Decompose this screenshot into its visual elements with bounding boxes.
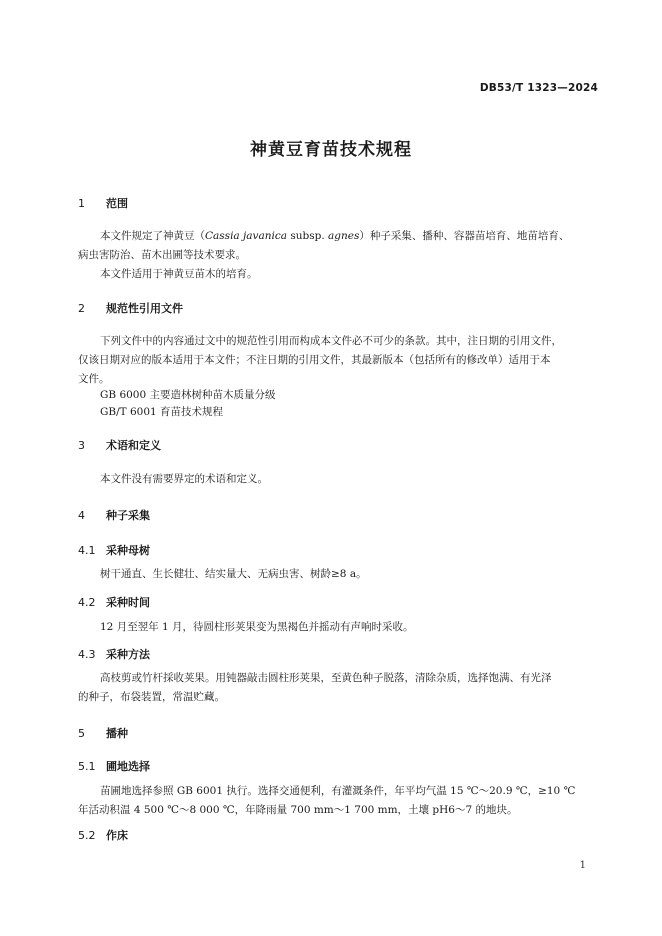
subsection-number: 5.1: [78, 760, 96, 773]
paragraph-references-line1: 下列文件中的内容通过文中的规范性引用而构成本文件必不可少的条款。其中，注日期的引用文件，: [100, 335, 562, 347]
section-title: 种子采集: [106, 509, 150, 522]
section-number: 2: [78, 302, 85, 315]
section-number: 3: [78, 439, 85, 452]
subsection-number: 4.2: [78, 596, 96, 609]
subsection-number: 4.3: [78, 648, 96, 661]
subsection-title: 作床: [106, 829, 128, 842]
paragraph-collection-method-line1: 高枝剪或竹杆採收荚果。用钝器敲击圆柱形荚果，至黄色种子脱落，清除杂质，选择饱满、有光泽: [100, 672, 552, 684]
paragraph-scope-line1: 本文件规定了神黄豆（Cassia javanica subsp. agnes）种子采集、播种、容器苗培育、地苗培育、: [100, 230, 570, 242]
paragraph-collection-time: 12 月至翌年 1 月，待圆柱形荚果变为黑褐色并摇动有声响时采收。: [100, 621, 414, 633]
reference-gb6000: GB 6000 主要造林树种苗木质量分级: [100, 389, 276, 401]
latin-genus-species: Cassia javanica: [205, 230, 287, 242]
subsection-title: 采种方法: [106, 648, 150, 661]
subsection-title: 采种母树: [106, 544, 150, 557]
section-heading-3: [78, 437, 161, 453]
section-heading-1: [78, 195, 128, 211]
section-heading-4: [78, 507, 150, 523]
section-heading-5: [78, 725, 128, 741]
paragraph-collection-method-line2: 的种子，布袋装置，常温贮藏。: [78, 691, 225, 703]
latin-variety: agnes: [328, 230, 360, 242]
section-title: 范围: [106, 197, 128, 210]
subsection-heading-5-2: [78, 827, 128, 843]
section-number: 1: [78, 197, 85, 210]
paragraph-scope-line2: 病虫害防治、苗木出圃等技术要求。: [78, 249, 246, 261]
section-title: 播种: [106, 727, 128, 740]
section-number: 4: [78, 509, 85, 522]
standard-code: DB53/T 1323—2024: [479, 82, 598, 94]
section-number: 5: [78, 727, 85, 740]
subsection-number: 4.1: [78, 544, 96, 557]
section-title: 术语和定义: [106, 439, 161, 452]
subsection-heading-4-1: [78, 542, 150, 558]
section-heading-2: [78, 300, 183, 316]
subsection-heading-4-3: [78, 646, 150, 662]
paragraph-scope-applicability: 本文件适用于神黄豆苗木的培育。: [100, 268, 258, 280]
subsection-heading-4-2: [78, 594, 150, 610]
paragraph-nursery-site-line1: 苗圃地选择参照 GB 6001 执行。选择交通便利，有灌溉条件，年平均气温 15 ℃～20.9 ℃，≥10 ℃: [100, 785, 576, 797]
subsection-number: 5.2: [78, 829, 96, 842]
section-title: 规范性引用文件: [106, 302, 183, 315]
reference-gbt6001: GB/T 6001 育苗技术规程: [100, 406, 224, 418]
document-title: 神黄豆育苗技术规程: [250, 140, 412, 160]
paragraph-references-line3: 文件。: [78, 373, 110, 385]
subsection-heading-5-1: [78, 758, 150, 774]
paragraph-mother-tree: 树干通直、生长健壮、结实量大、无病虫害、树龄≥8 a。: [100, 568, 367, 580]
page-number: 1: [579, 860, 586, 871]
paragraph-references-line2: 仅该日期对应的版本适用于本文件；不注日期的引用文件，其最新版本（包括所有的修改单）适用于本: [78, 354, 551, 366]
subsection-title: 采种时间: [106, 596, 150, 609]
subsection-title: 圃地选择: [106, 760, 150, 773]
paragraph-terms: 本文件没有需要界定的术语和定义。: [100, 473, 268, 485]
paragraph-nursery-site-line2: 年活动积温 4 500 ℃～8 000 ℃，年降雨量 700 mm～1 700 mm，土壤 pH6～7 的地块。: [78, 804, 518, 816]
